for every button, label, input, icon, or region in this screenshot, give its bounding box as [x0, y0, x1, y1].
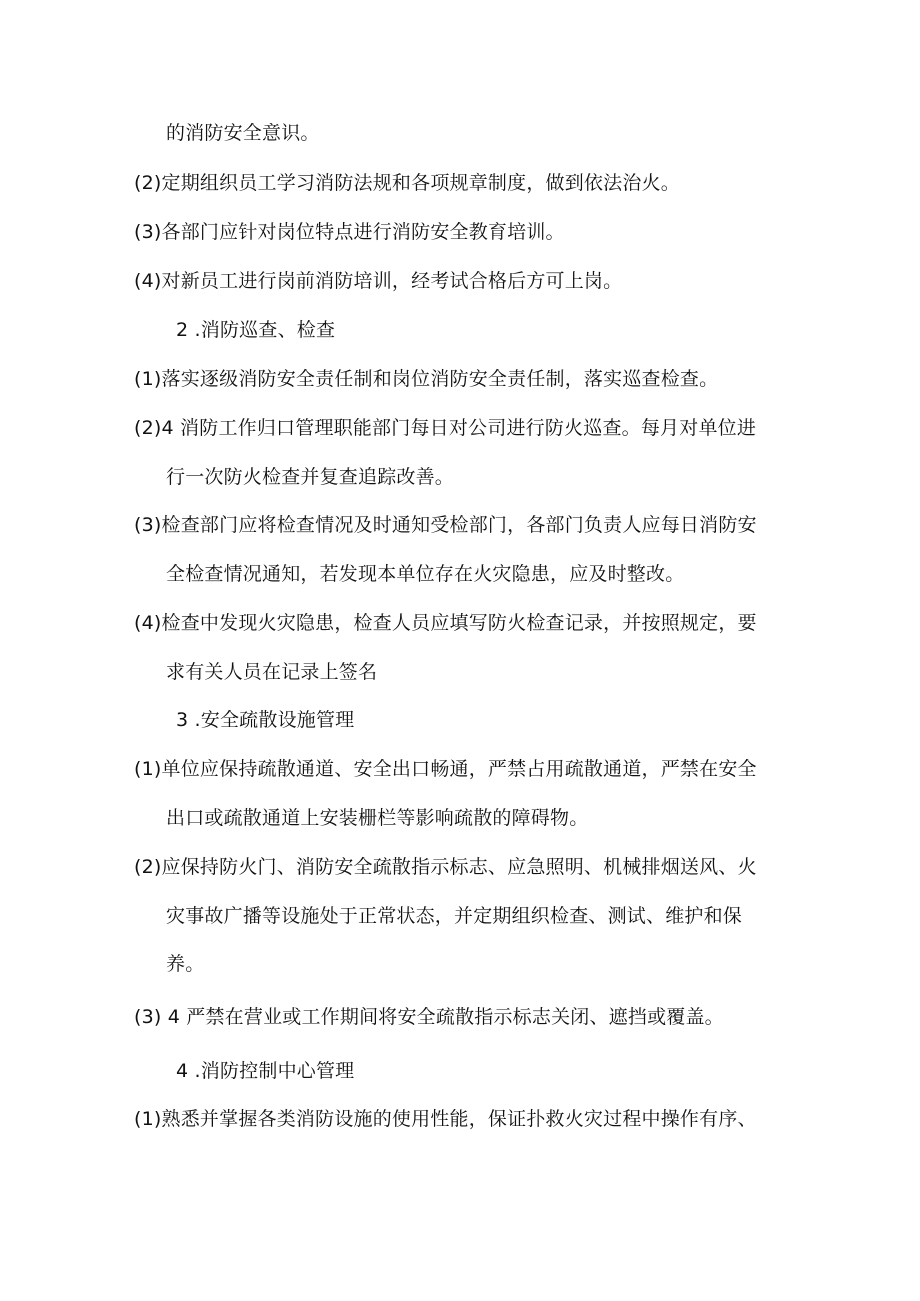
paragraph-line: (2)应保持防火门、消防安全疏散指示标志、应急照明、机械排烟送风、火 [134, 856, 757, 878]
paragraph-line: (1)熟悉并掌握各类消防设施的使用性能，保证扑救火灾过程中操作有序、 [134, 1108, 757, 1130]
paragraph-line: (3)各部门应针对岗位特点进行消防安全教育培训。 [134, 221, 565, 243]
paragraph-line: (1)落实逐级消防安全责任制和岗位消防安全责任制，落实巡查检查。 [134, 368, 719, 390]
paragraph-line: (3)检查部门应将检查情况及时通知受检部门，各部门负责人应每日消防安 [134, 514, 757, 536]
paragraph-line: (1)单位应保持疏散通道、安全出口畅通，严禁占用疏散通道，严禁在安全 [134, 758, 757, 780]
paragraph-line: (2)定期组织员工学习消防法规和各项规章制度，做到依法治火。 [134, 172, 680, 194]
paragraph-line: (4)对新员工进行岗前消防培训，经考试合格后方可上岗。 [134, 270, 623, 292]
section-heading: 4 .消防控制中心管理 [176, 1060, 355, 1082]
paragraph-line: 出口或疏散通道上安装栅栏等影响疏散的障碍物。 [166, 807, 589, 829]
section-heading: 2 .消防巡查、检查 [176, 319, 336, 341]
paragraph-line: 养。 [166, 953, 205, 975]
paragraph-line: (4)检查中发现火灾隐患，检查人员应填写防火检查记录，并按照规定，要 [134, 612, 757, 634]
paragraph-line: 灾事故广播等设施处于正常状态，并定期组织检查、测试、维护和保 [166, 905, 743, 927]
paragraph-line: 的消防安全意识。 [166, 122, 320, 144]
paragraph-line: 行一次防火检查并复查追踪改善。 [166, 466, 455, 488]
paragraph-line: (3) 4 严禁在营业或工作期间将安全疏散指示标志关闭、遮挡或覆盖。 [134, 1006, 724, 1028]
section-heading: 3 .安全疏散设施管理 [176, 709, 355, 731]
paragraph-line: (2)4 消防工作归口管理职能部门每日对公司进行防火巡查。每月对单位进 [134, 417, 757, 439]
paragraph-line: 求有关人员在记录上签名 [166, 661, 378, 683]
paragraph-line: 全检查情况通知，若发现本单位存在火灾隐患，应及时整改。 [166, 563, 685, 585]
